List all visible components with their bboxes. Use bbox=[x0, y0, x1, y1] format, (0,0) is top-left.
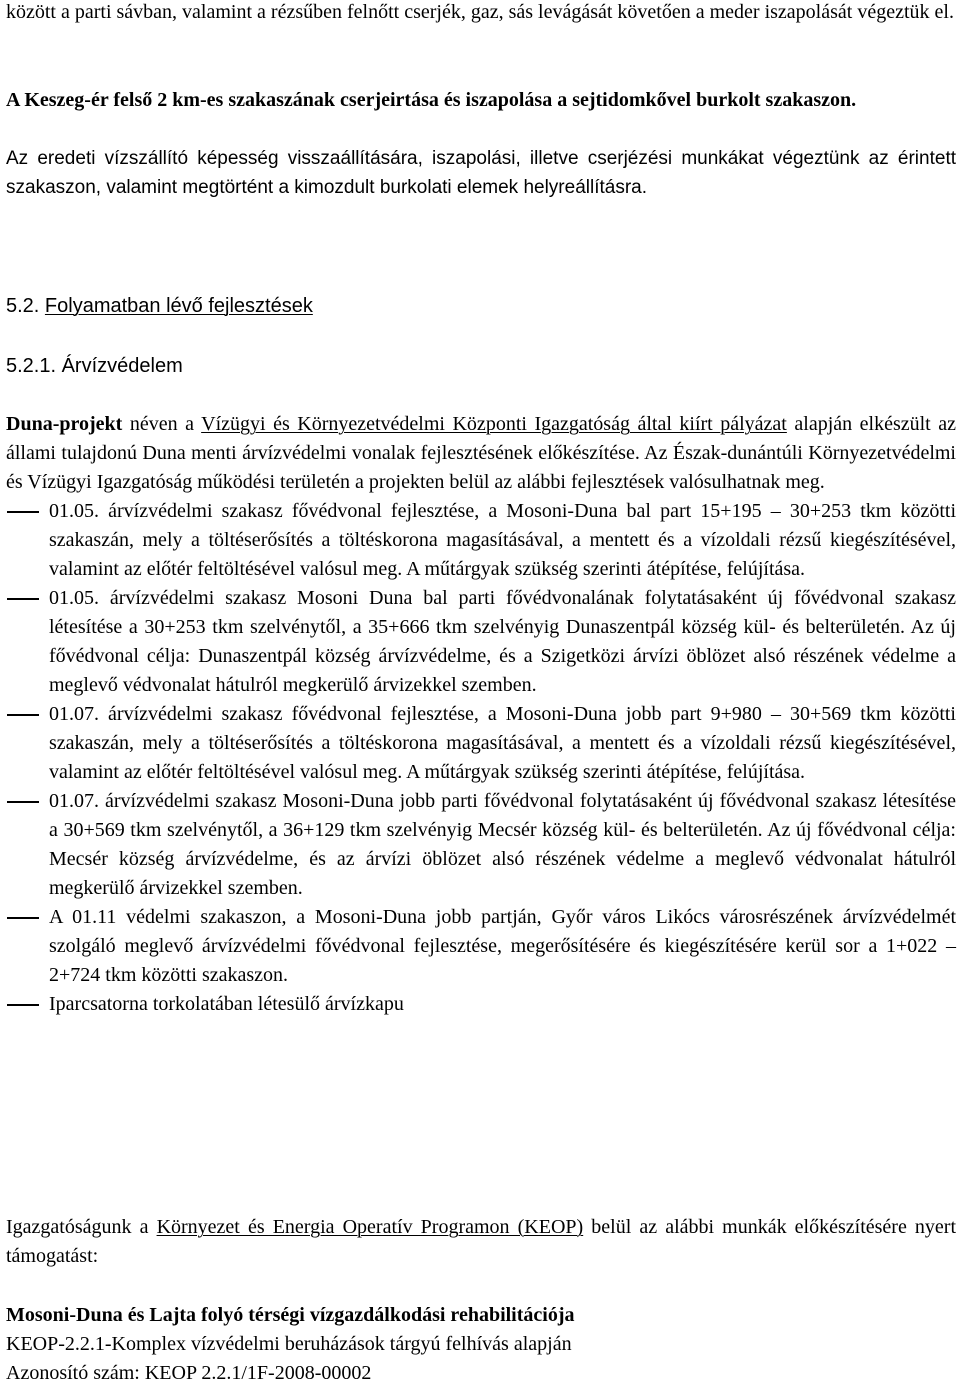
restoration-paragraph: Az eredeti vízszállító képesség visszaállítására, iszapolási, illetve cserjézési munkákat végeztünk az érintett szakaszon, valamint megtörtént a kimozdult burkolati elemek helyreállításra. bbox=[6, 148, 956, 199]
list-item-text: 01.07. árvízvédelmi szakasz fővédvonal fejlesztése, a Mosoni-Duna jobb part 9+980 – 30+569 tkm közötti szakaszán, mely a töltéserősítés a töltéskorona magasításával, a mentett és a vízoldali rézsű kiegészítésével, valamint az előtér feltöltésével valósul meg. A műtárgyak szükség szerinti átépítése, felújítása. bbox=[49, 703, 956, 783]
project-title: Mosoni-Duna és Lajta folyó térségi vízgazdálkodási rehabilitációja bbox=[6, 1304, 575, 1326]
duna-project-lead: Duna-projekt bbox=[6, 413, 123, 435]
keszeg-heading: A Keszeg-ér felső 2 km-es szakaszának cserjeirtása és iszapolása a sejtidomkővel burkolt szakaszon. bbox=[6, 89, 857, 111]
keop-link[interactable]: Környezet és Energia Operatív Programon (KEOP) bbox=[156, 1216, 584, 1238]
list-item-text: 01.07. árvízvédelmi szakasz Mosoni-Duna jobb parti fővédvonal folytatásaként új fővédvonal szakasz létesítése a 30+569 tkm szelvénytől, a 36+129 tkm szelvényig Mecsér község kül- és belterületén. Az új fővédvonal célja: Mecsér község árvízvédelme, és az árvízi öblözet alsó részének védelme a meglevő védvonalat hátulról megkerülő árvizekkel szemben. bbox=[49, 790, 956, 899]
section-5-2-number: 5.2. bbox=[6, 295, 45, 317]
duna-text-a: néven a bbox=[122, 413, 202, 435]
list-item bbox=[6, 990, 956, 1019]
list-item bbox=[6, 497, 956, 584]
section-5-2-1-heading: 5.2.1. Árvízvédelem bbox=[6, 355, 183, 377]
dash-bullet-icon bbox=[7, 1004, 39, 1006]
list-item-text: 01.05. árvízvédelmi szakasz Mosoni Duna bal parti fővédvonalának folytatásaként új fővédvonal szakasz létesítése a 30+253 tkm szelvénytől, a 35+666 tkm szelvényig Dunaszentpál község kül- és belterületén. Az új fővédvonal célja: Dunaszentpál község árvízvédelme, és a Szigetközi árvízi öblözet alsó részének védelme a meglevő védvonalat hátulról megkerülő árvizekkel szemben. bbox=[49, 587, 956, 696]
section-5-2-title[interactable]: Folyamatban lévő fejlesztések bbox=[44, 295, 313, 317]
duna-project-block bbox=[6, 410, 956, 1019]
keop-text-a: Igazgatóságunk a bbox=[6, 1216, 157, 1238]
list-item-text: A 01.11 védelmi szakaszon, a Mosoni-Duna jobb partján, Győr város Likócs városrészének árvízvédelmét szolgáló meglevő árvízvédelmi fővédvonal fejlesztése, megerősítésére és kiegészítésére kerül sor a 1+022 – 2+724 tkm közötti szakaszon. bbox=[49, 906, 956, 986]
list-item-text: 01.05. árvízvédelmi szakasz fővédvonal fejlesztése, a Mosoni-Duna bal part 15+195 – 30+253 tkm közötti szakaszán, mely a töltéserősítés a töltéskorona magasításával, a mentett és a vízoldali rézsű kiegészítésével, valamint az előtér feltöltésével valósul meg. A műtárgyak szükség szerinti átépítése, felújítása. bbox=[49, 500, 956, 580]
dash-bullet-icon bbox=[7, 801, 39, 803]
list-item bbox=[6, 700, 956, 787]
list-item bbox=[6, 787, 956, 903]
dash-bullet-icon bbox=[7, 598, 39, 600]
keop-paragraph bbox=[6, 1213, 956, 1271]
dash-bullet-icon bbox=[7, 511, 39, 513]
keop-id-line: Azonosító szám: KEOP 2.2.1/1F-2008-00002 bbox=[6, 1362, 372, 1384]
section-5-2-heading bbox=[6, 292, 956, 321]
list-item-text: Iparcsatorna torkolatában létesülő árvízkapu bbox=[49, 993, 404, 1015]
development-list bbox=[6, 497, 956, 1019]
dash-bullet-icon bbox=[7, 917, 39, 919]
list-item bbox=[6, 903, 956, 990]
keop-text-b: belül az alábbi munkák előkészítésére nyert támogatást: bbox=[6, 1216, 957, 1267]
keop-call-line: KEOP-2.2.1-Komplex vízvédelmi beruházások tárgyú felhívás alapján bbox=[6, 1333, 572, 1355]
list-item bbox=[6, 584, 956, 700]
vkki-tender-link[interactable]: Vízügyi és Környezetvédelmi Központi Igazgatóság által kiírt pályázat bbox=[201, 413, 787, 435]
duna-text-b: alapján elkészült az állami tulajdonú Duna menti árvízvédelmi vonalak fejlesztésének előkészítése. Az Észak-dunántúli Környezetvédelmi és Vízügyi Igazgatóság működési területén a projekten belül az alábbi fejlesztések valósulhatnak meg. bbox=[6, 413, 957, 493]
duna-project-paragraph bbox=[6, 410, 956, 497]
intro-paragraph: között a parti sávban, valamint a rézsűben felnőtt cserjék, gaz, sás levágását követően a meder iszapolását végeztük el. bbox=[6, 1, 954, 23]
dash-bullet-icon bbox=[7, 714, 39, 716]
